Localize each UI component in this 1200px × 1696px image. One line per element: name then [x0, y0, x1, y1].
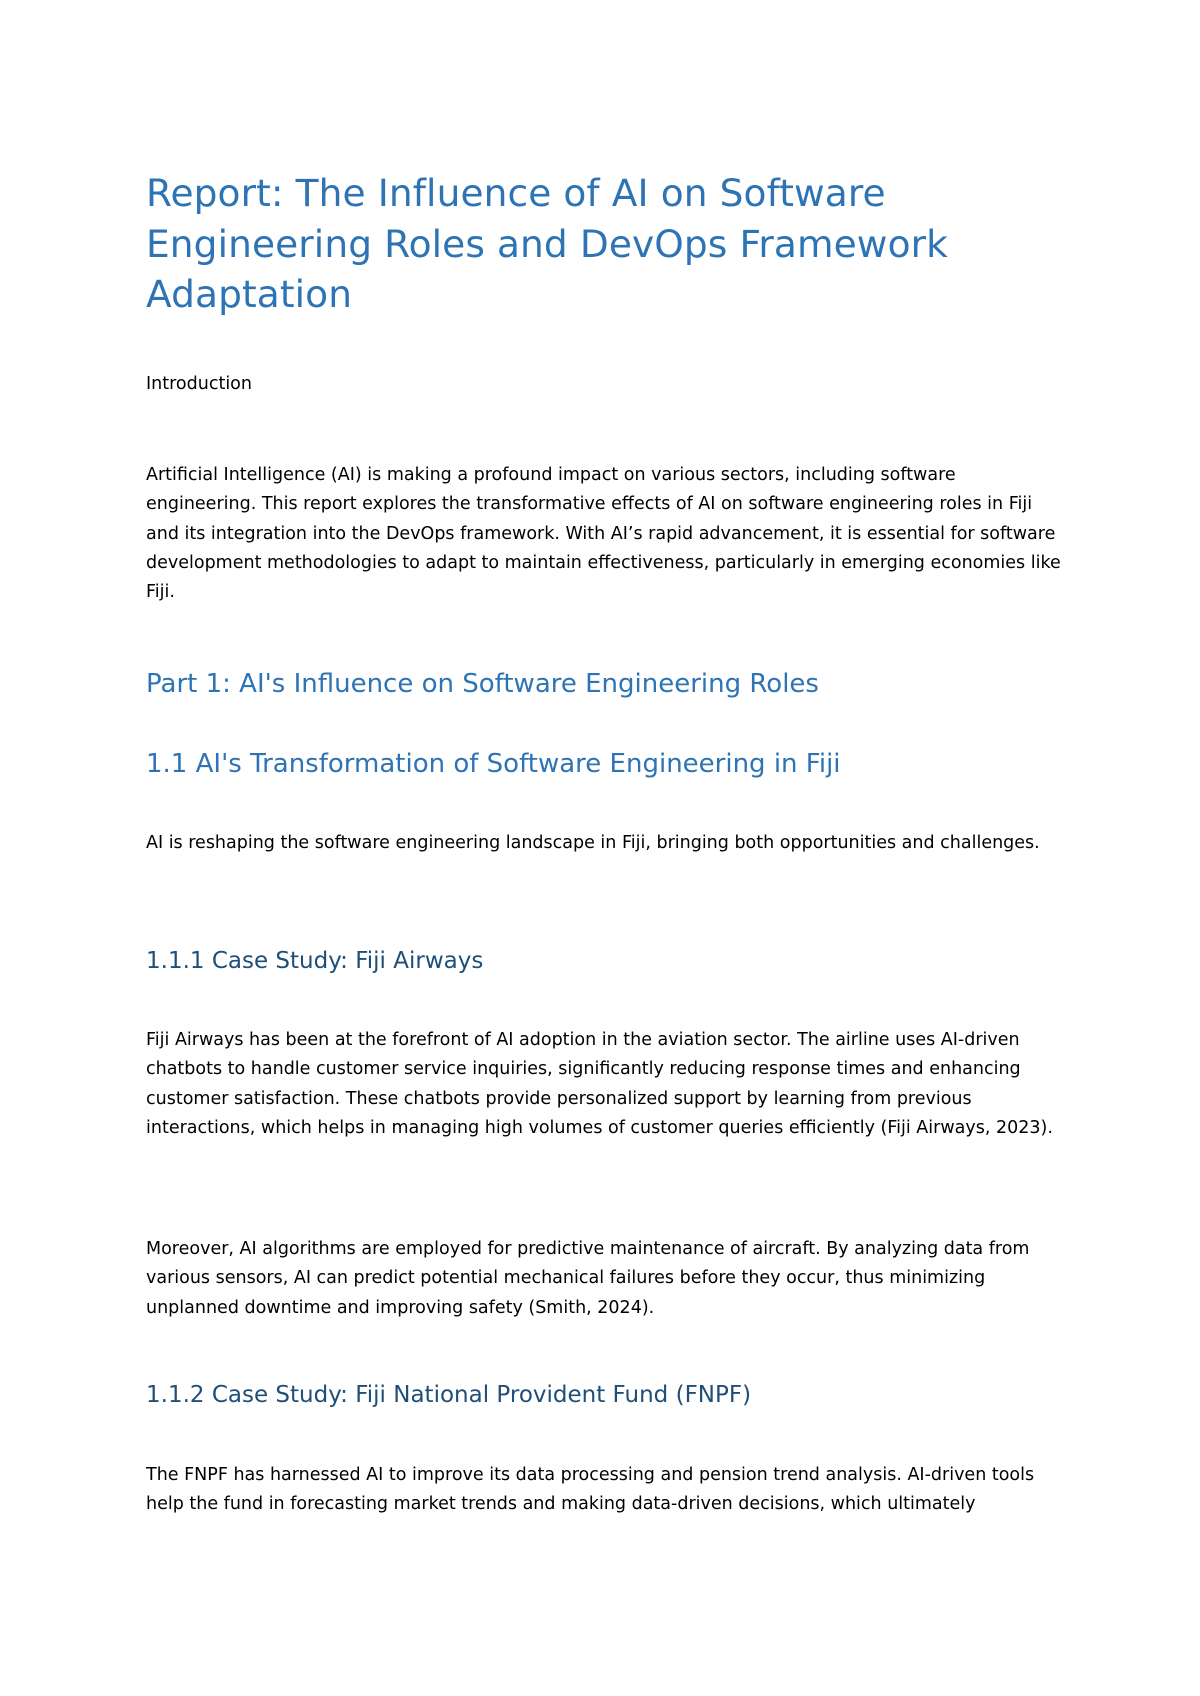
case-study-fnpf-paragraph-1: The FNPF has harnessed AI to improve its data processing and pension trend analysis. AI-driven tools help the fund in forecasting market trends and making data-driven decisions, which ultimately — [146, 1465, 1035, 1515]
introduction-label: Introduction — [146, 374, 252, 394]
case-study-fnpf-heading: 1.1.2 Case Study: Fiji National Provident Fund (FNPF) — [146, 1382, 752, 1408]
introduction-paragraph: Artificial Intelligence (AI) is making a profound impact on various sectors, including software engineering. This report explores the transformative effects of AI on software engineering roles in Fiji and its integration into the DevOps framework. With AI’s rapid advancement, it is essential for software development methodologies to adapt to maintain effectiveness, particularly in emerging economies like Fiji. — [146, 465, 1061, 603]
report-title: Report: The Influence of AI on Software Engineering Roles and DevOps Framework Adaptation — [146, 171, 948, 316]
case-study-fiji-airways-heading: 1.1.1 Case Study: Fiji Airways — [146, 948, 484, 974]
part-1-heading: Part 1: AI's Influence on Software Engineering Roles — [146, 669, 819, 699]
case-study-fiji-airways-paragraph-1: Fiji Airways has been at the forefront of AI adoption in the aviation sector. The airline uses AI-driven chatbots to handle customer service inquiries, significantly reducing response times and enhancing customer satisfaction. These chatbots provide personalized support by learning from previous interactions, which helps in managing high volumes of customer queries efficiently (Fiji Airways, 2023). — [146, 1030, 1053, 1138]
case-study-fiji-airways-paragraph-2: Moreover, AI algorithms are employed for predictive maintenance of aircraft. By analyzing data from various sensors, AI can predict potential mechanical failures before they occur, thus minimizing unplanned downtime and improving safety (Smith, 2024). — [146, 1239, 1030, 1318]
section-1-1-heading: 1.1 AI's Transformation of Software Engineering in Fiji — [146, 749, 841, 779]
section-1-1-paragraph: AI is reshaping the software engineering landscape in Fiji, bringing both opportunities and challenges. — [146, 833, 1040, 853]
